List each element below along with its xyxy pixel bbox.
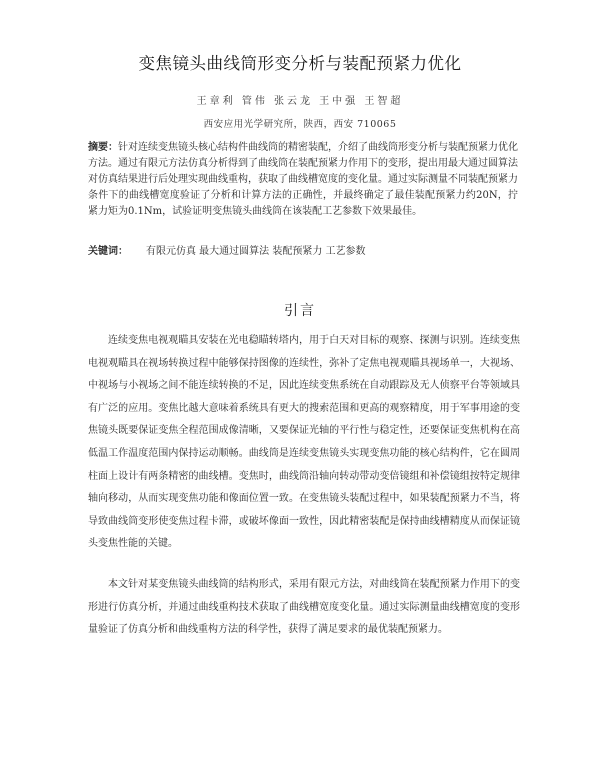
intro-paragraph-2: 本文针对某变焦镜头曲线筒的结构形式，采用有限元方法，对曲线筒在装配预紧力作用下的变形进行仿真分析，并通过曲线重构技术获取了曲线槽宽度变化量。通过实际测量曲线槽宽度的变形量验证了仿真分析和曲线重构方法的科学性，获得了满足要求的最优装配预紧力。 [88,579,520,636]
keywords-label: 关键词： [88,246,128,257]
affiliation: 西安应用光学研究所，陕西，西安 710065 [203,119,397,130]
section-heading-introduction: 引言 [284,303,316,319]
keywords [88,244,518,260]
abstract-label: 摘要： [88,142,118,153]
abstract [88,140,518,220]
author-list: 王章利 管伟 张云龙 王中强 王智超 [196,96,404,107]
intro-paragraph-1: 连续变焦电视观瞄具安装在光电稳瞄转塔内，用于白天对目标的观察、探测与识别。连续变焦电视观瞄具在视场转换过程中能够保持图像的连续性，弥补了定焦电视观瞄具视场单一，大视场、中视场与小视场之间不能连续转换的不足，因此连续变焦系统在自动跟踪及无人侦察平台等领域具有广泛的应用。变焦比越大意味着系统具有更大的搜索范围和更高的观察精度，用于军事用途的变焦镜头既要保证变焦全程范围成像清晰，又要保证光轴的平行性与稳定性，还要保证变焦机构在高低温工作温度范围内保持运动顺畅。曲线筒是连续变焦镜头实现变焦功能的核心结构件，它在圆周柱面上设计有两条精密的曲线槽。变焦时，曲线筒沿轴向转动带动变倍镜组和补偿镜组按特定规律轴向移动，从而实现变焦功能和像面位置一致。在变焦镜头装配过程中，如果装配预紧力不当，将导致曲线筒变形使变焦过程卡滞，或破坏像面一致性，因此精密装配是保持曲线槽精度从而保证镜头变焦性能的关键。 [88,335,520,550]
keywords-text: 有限元仿真 最大通过圆算法 装配预紧力 工艺参数 [146,246,366,257]
abstract-text: 针对连续变焦镜头核心结构件曲线筒的精密装配，介绍了曲线筒形变分析与装配预紧力优化方法。通过有限元方法仿真分析得到了曲线筒在装配预紧力作用下的变形，提出用最大通过圆算法对仿真结果进行后处理实现曲线重构，获取了曲线槽宽度的变化量。通过实际测量不同装配预紧力条件下的曲线槽宽度验证了分析和计算方法的正确性，并最终确定了最佳装配预紧力约20N，拧紧力矩为0.1Nm，试验证明变焦镜头曲线筒在该装配工艺参数下效果最佳。 [88,142,518,217]
paper-title: 变焦镜头曲线筒形变分析与装配预紧力优化 [138,54,462,73]
